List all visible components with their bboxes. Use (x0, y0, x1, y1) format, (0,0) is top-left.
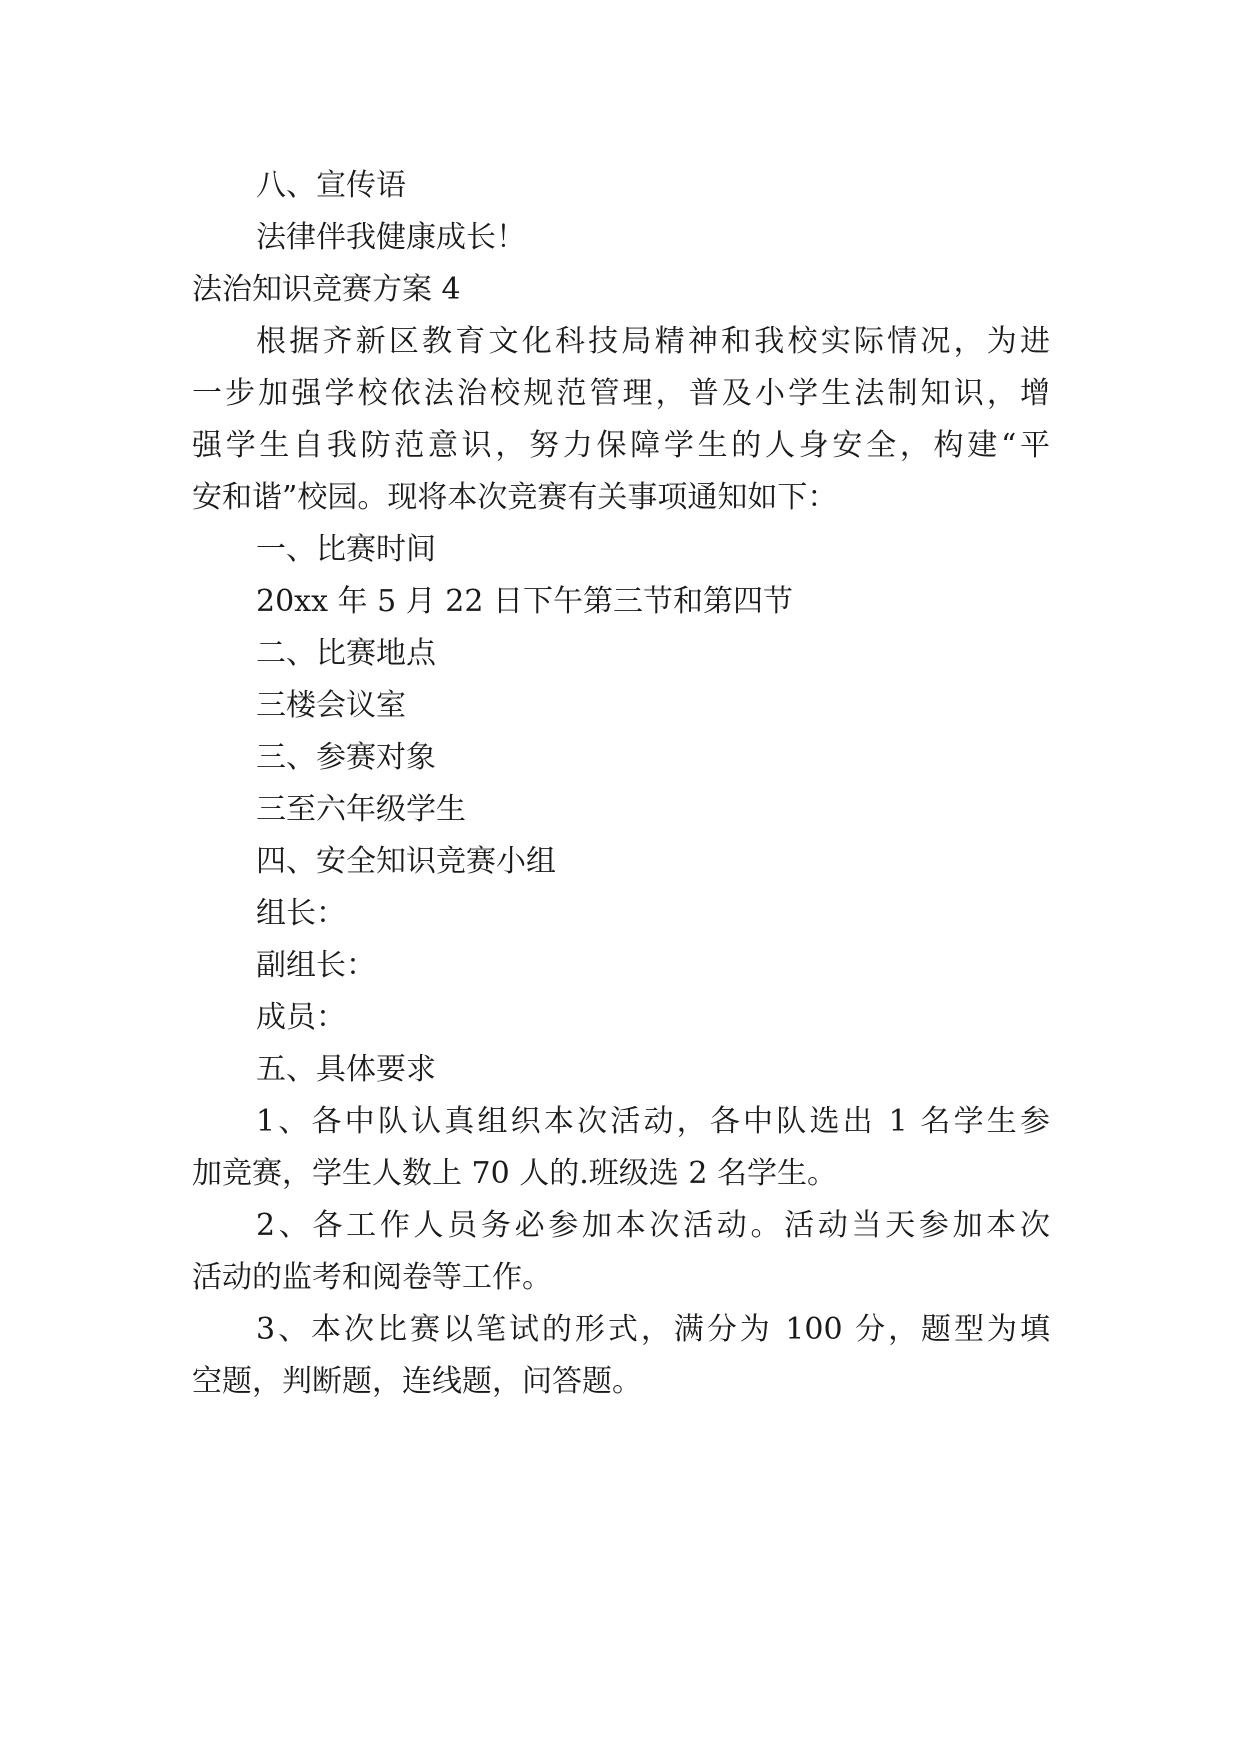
competition-time-value: 20xx 年 5 月 22 日下午第三节和第四节 (256, 584, 793, 619)
requirement-1-line-2: 加竞赛，学生人数上 70 人的.班级选 2 名学生。 (192, 1156, 837, 1191)
intro-paragraph-line-1: 根据齐新区教育文化科技局精神和我校实际情况，为进 (256, 324, 1050, 359)
requirement-1-line-1: 1、各中队认真组织本次活动，各中队选出 1 名学生参 (256, 1104, 1050, 1139)
intro-paragraph-line-2: 一步加强学校依法治校规范管理，普及小学生法制知识，增 (192, 376, 1050, 411)
team-deputy-label: 副组长： (256, 948, 376, 983)
team-leader-label: 组长： (256, 896, 346, 931)
requirement-2-line-2: 活动的监考和阅卷等工作。 (192, 1260, 552, 1295)
section-heading-requirements: 五、具体要求 (256, 1052, 436, 1087)
section-heading-participants: 三、参赛对象 (256, 740, 436, 775)
section-heading-time: 一、比赛时间 (256, 532, 436, 567)
section-heading-location: 二、比赛地点 (256, 636, 436, 671)
competition-location-value: 三楼会议室 (256, 688, 406, 723)
participants-value: 三至六年级学生 (256, 792, 466, 827)
requirement-3-line-2: 空题，判断题，连线题，问答题。 (192, 1364, 642, 1399)
team-members-label: 成员： (256, 1000, 346, 1035)
intro-paragraph-line-3: 强学生自我防范意识，努力保障学生的人身安全，构建“平 (192, 428, 1050, 463)
section-heading-team: 四、安全知识竞赛小组 (256, 844, 556, 879)
slogan-text: 法律伴我健康成长！ (256, 220, 526, 255)
document-title: 法治知识竞赛方案 4 (192, 272, 461, 307)
section-heading-publicity: 八、宣传语 (256, 168, 406, 203)
intro-paragraph-line-4: 安和谐”校园。现将本次竞赛有关事项通知如下： (192, 480, 838, 515)
requirement-2-line-1: 2、各工作人员务必参加本次活动。活动当天参加本次 (256, 1208, 1050, 1243)
requirement-3-line-1: 3、本次比赛以笔试的形式，满分为 100 分，题型为填 (256, 1312, 1050, 1347)
